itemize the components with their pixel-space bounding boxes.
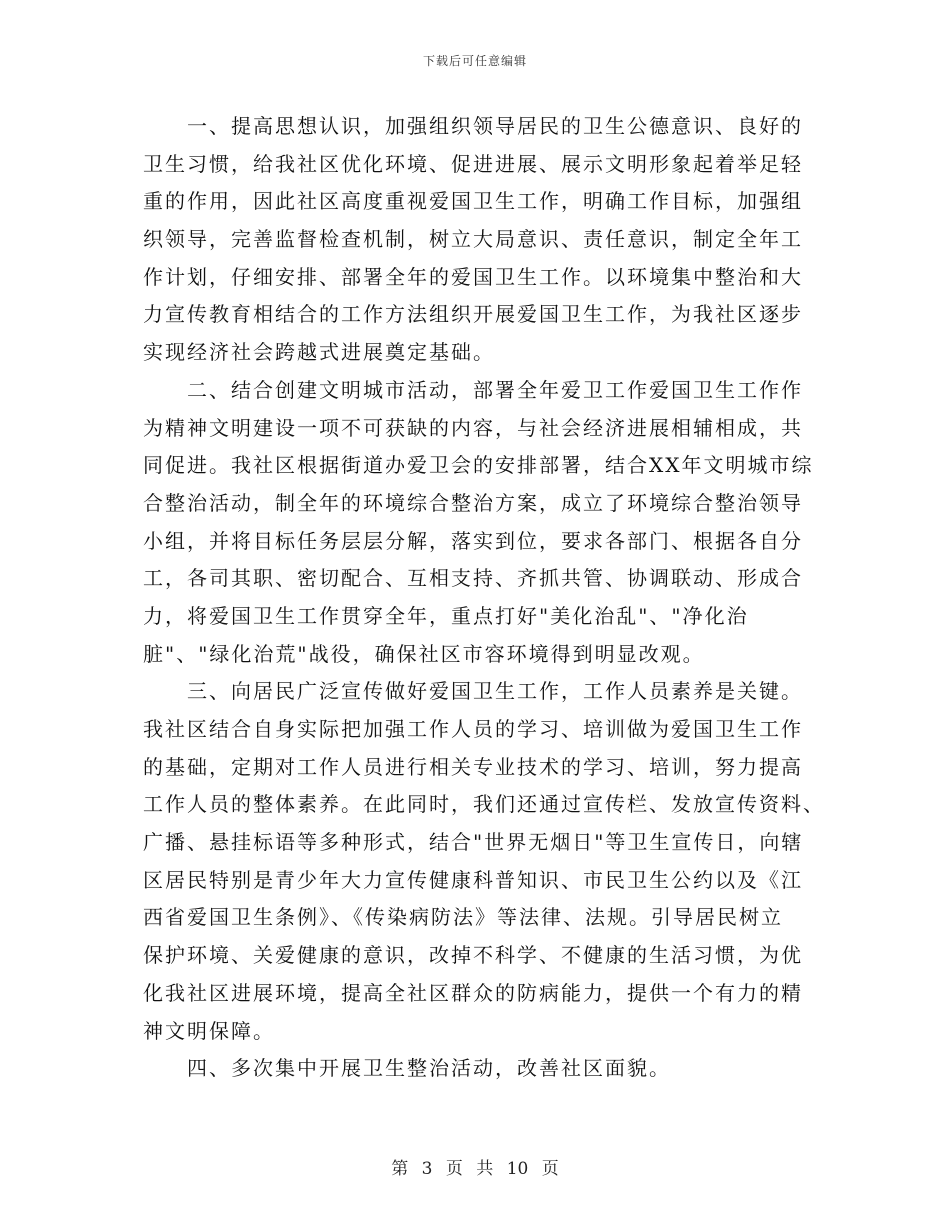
text-line: 区居民特别是青少年大力宣传健康科普知识、市民卫生公约以及《江 [143, 867, 803, 892]
document-body [143, 108, 825, 1088]
text-line: 卫生习惯，给我社区优化环境、促进进展、展示文明形象起着举足轻 [143, 151, 803, 176]
paragraph-first-line: 三、向居民广泛宣传做好爱国卫生工作，工作人员素养是关键。 [187, 679, 803, 704]
text-line: 神文明保障。 [143, 1018, 275, 1043]
text-line: 工作人员的整体素养。在此同时，我们还通过宣传栏、发放宣传资料、 [143, 792, 825, 817]
paragraph-first-line: 二、结合创建文明城市活动，部署全年爱卫工作爱国卫生工作作 [187, 377, 803, 402]
text-line: 织领导，完善监督检查机制，树立大局意识、责任意识，制定全年工 [143, 227, 803, 252]
text-line: 我社区结合自身实际把加强工作人员的学习、培训做为爱国卫生工作 [143, 717, 803, 741]
paragraph-first-line: 四、多次集中开展卫生整治活动，改善社区面貌。 [187, 1056, 671, 1081]
page-header: 下载后可任意编辑 [422, 54, 527, 68]
text-line: 同促进。我社区根据街道办爱卫会的安排部署，结合XX年文明城市综 [143, 453, 814, 478]
text-line: 脏"、"绿化治荒"战役，确保社区市容环境得到明显改观。 [143, 641, 705, 666]
page-footer: 第 3 页 共 10 页 [391, 1159, 559, 1179]
text-line: 小组，并将目标任务层层分解，落实到位，要求各部门、根据各自分 [143, 528, 803, 553]
paragraph-first-line: 一、提高思想认识，加强组织领导居民的卫生公德意识、良好的 [187, 114, 803, 138]
text-line: 力，将爱国卫生工作贯穿全年，重点打好"美化治乱"、"净化治 [143, 603, 749, 628]
text-line: 的基础，定期对工作人员进行相关专业技术的学习、培训，努力提高 [143, 754, 803, 779]
text-line: 西省爱国卫生条例》、《传染病防法》等法律、法规。引导居民树立 [143, 905, 783, 930]
text-line: 工，各司其职、密切配合、互相支持、齐抓共管、协调联动、形成合 [143, 566, 803, 591]
text-line: 合整治活动，制全年的环境综合整治方案，成立了环境综合整治领导 [143, 490, 803, 515]
text-line: 作计划，仔细安排、部署全年的爱国卫生工作。以环境集中整治和大 [143, 264, 803, 289]
text-line: 保护环境、关爱健康的意识，改掉不科学、不健康的生活习惯，为优 [143, 943, 803, 968]
text-line: 为精神文明建设一项不可获缺的内容，与社会经济进展相辅相成，共 [143, 415, 803, 440]
text-line: 重的作用，因此社区高度重视爱国卫生工作，明确工作目标，加强组 [143, 189, 803, 214]
text-line: 广播、悬挂标语等多种形式，结合"世界无烟日"等卫生宣传日，向辖 [143, 830, 804, 855]
text-line: 力宣传教育相结合的工作方法组织开展爱国卫生工作，为我社区逐步 [143, 302, 803, 327]
text-line: 化我社区进展环境，提高全社区群众的防病能力，提供一个有力的精 [143, 980, 803, 1005]
text-line: 实现经济社会跨越式进展奠定基础。 [143, 340, 495, 365]
